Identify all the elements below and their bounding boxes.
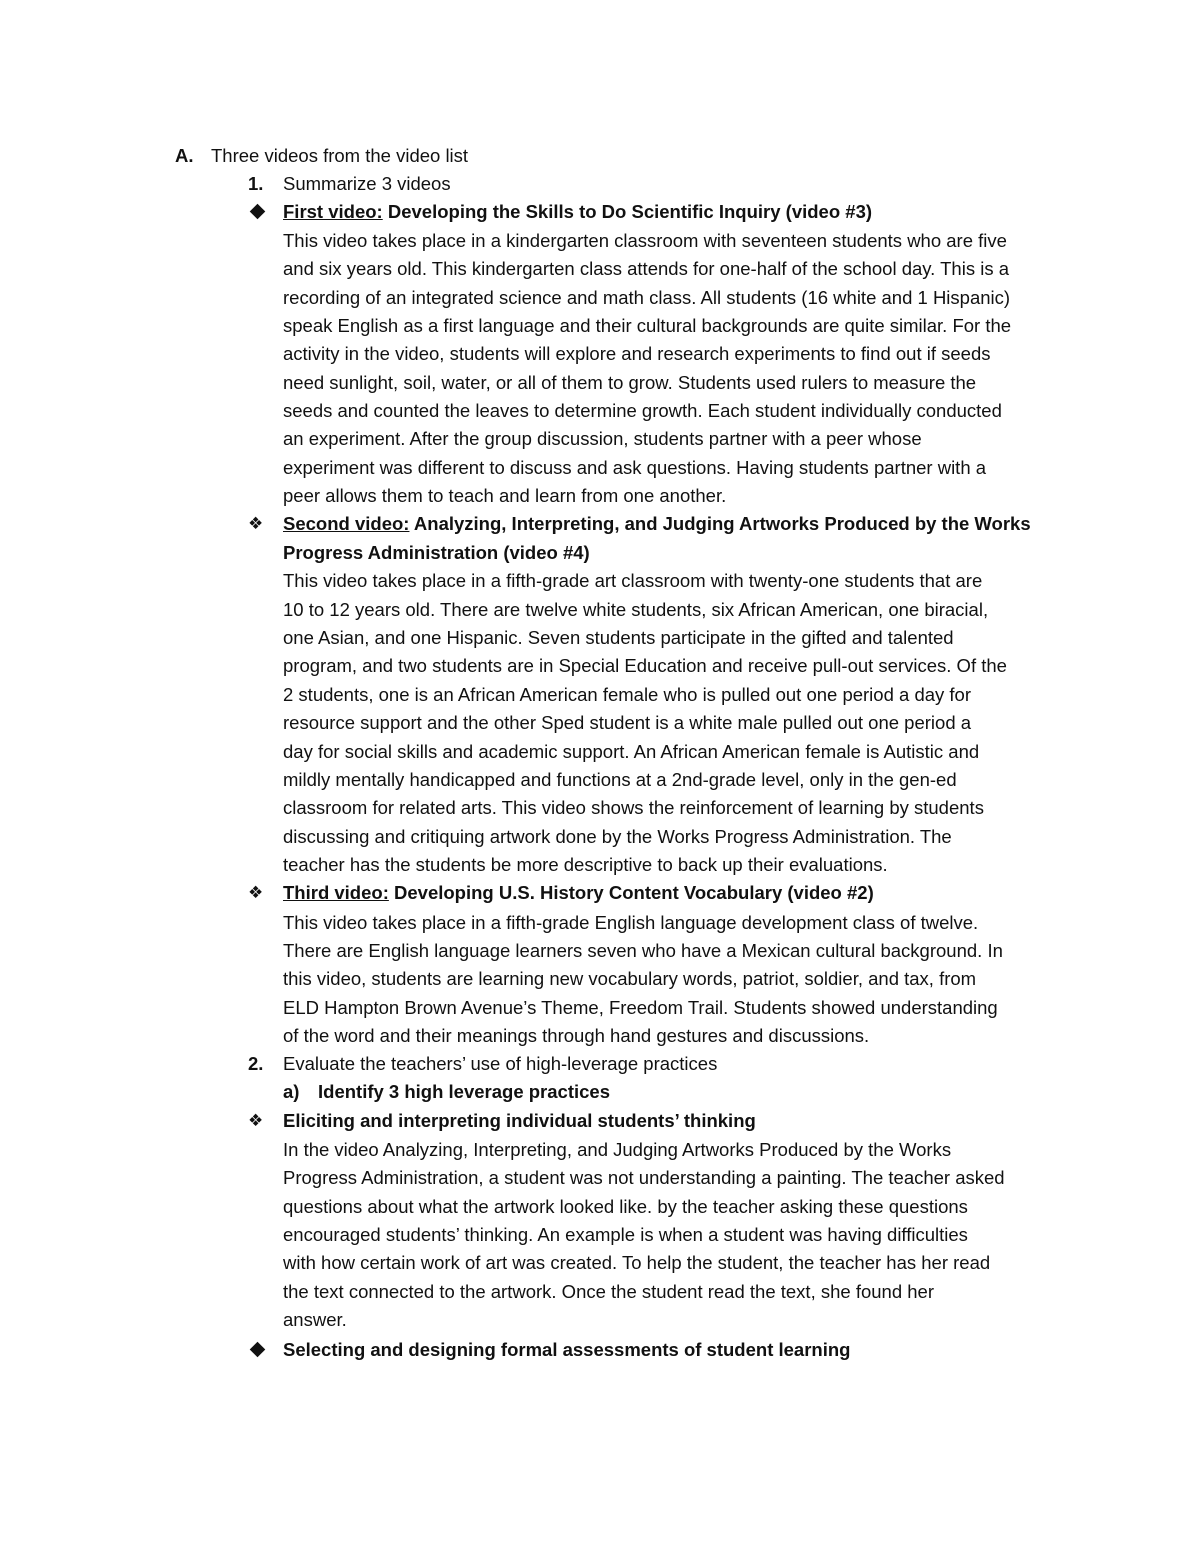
practice-heading: Eliciting and interpreting individual students’ thinking — [283, 1110, 756, 1131]
paragraph-line: this video, students are learning new vocabulary words, patriot, soldier, and tax, from — [283, 968, 977, 989]
paragraph-line: encouraged students’ thinking. An example is when a student was having difficulties — [283, 1224, 968, 1245]
paragraph-line: recording of an integrated science and math class. All students (16 white and 1 Hispanic) — [283, 287, 1011, 308]
paragraph-line: discussing and critiquing artwork done by the Works Progress Administration. The — [283, 826, 952, 847]
video-title: Developing the Skills to Do Scientific Inquiry (video #3) — [382, 201, 873, 222]
video-title-continued: Progress Administration (video #4) — [283, 542, 590, 563]
video-heading — [283, 198, 872, 226]
star-bullet-icon: ❖ — [248, 883, 264, 902]
diamond-bullet-icon — [250, 204, 266, 220]
paragraph-line: Progress Administration, a student was not understanding a painting. The teacher asked — [283, 1167, 1005, 1188]
paragraph-line: teacher has the students be more descriptive to back up their evaluations. — [283, 854, 888, 875]
video-title: Analyzing, Interpreting, and Judging Artworks Produced by the Works — [409, 513, 1031, 534]
list-item-text: Summarize 3 videos — [283, 173, 451, 194]
section-title: Three videos from the video list — [211, 145, 469, 166]
video-title: Developing U.S. History Content Vocabulary (video #2) — [388, 882, 874, 903]
video-heading — [283, 879, 874, 907]
paragraph-line: This video takes place in a fifth-grade art classroom with twenty-one students that are — [283, 570, 983, 591]
paragraph-line: resource support and the other Sped student is a white male pulled out one period a — [283, 712, 972, 733]
list-number: 2. — [248, 1053, 264, 1074]
video-label: First video: — [283, 201, 383, 222]
paragraph-line: experiment was different to discuss and ask questions. Having students partner with a — [283, 457, 987, 478]
list-item-text: Evaluate the teachers’ use of high-leverage practices — [283, 1053, 718, 1074]
video-heading — [283, 510, 1031, 538]
star-bullet-icon: ❖ — [248, 514, 264, 533]
paragraph-line: This video takes place in a kindergarten classroom with seventeen students who are five — [283, 230, 1007, 251]
paragraph-line: answer. — [283, 1309, 347, 1330]
paragraph-line: program, and two students are in Special Education and receive pull-out services. Of the — [283, 655, 1007, 676]
paragraph-line: speak English as a first language and their cultural backgrounds are quite similar. For the — [283, 315, 1012, 336]
paragraph-line: one Asian, and one Hispanic. Seven students participate in the gifted and talented — [283, 627, 954, 648]
paragraph-line: seeds and counted the leaves to determine growth. Each student individually conducted — [283, 400, 1002, 421]
section-marker: A. — [175, 145, 194, 166]
paragraph-line: questions about what the artwork looked like. by the teacher asking these questions — [283, 1196, 968, 1217]
paragraph-line: There are English language learners seven who have a Mexican cultural background. In — [283, 940, 1003, 961]
diamond-bullet-icon — [250, 1342, 266, 1358]
paragraph-line: the text connected to the artwork. Once the student read the text, she found her — [283, 1281, 934, 1302]
paragraph-line: classroom for related arts. This video shows the reinforcement of learning by students — [283, 797, 984, 818]
list-number: 1. — [248, 173, 264, 194]
paragraph-line: This video takes place in a fifth-grade English language development class of twelve. — [283, 912, 979, 933]
paragraph-line: with how certain work of art was created. To help the student, the teacher has her read — [283, 1252, 991, 1273]
paragraph-line: 2 students, one is an African American female who is pulled out one period a day for — [283, 684, 971, 705]
paragraph-line: In the video Analyzing, Interpreting, and Judging Artworks Produced by the Works — [283, 1139, 952, 1160]
paragraph-line: of the word and their meanings through hand gestures and discussions. — [283, 1025, 870, 1046]
paragraph-line: mildly mentally handicapped and functions at a 2nd-grade level, only in the gen-ed — [283, 769, 957, 790]
paragraph-line: 10 to 12 years old. There are twelve white students, six African American, one biracial, — [283, 599, 989, 620]
paragraph-line: peer allows them to teach and learn from one another. — [283, 485, 727, 506]
sublist-marker: a) — [283, 1081, 300, 1102]
video-label: Third video: — [283, 882, 389, 903]
paragraph-line: and six years old. This kindergarten class attends for one-half of the school day. This is a — [283, 258, 1009, 279]
paragraph-line: activity in the video, students will explore and research experiments to find out if seeds — [283, 343, 991, 364]
star-bullet-icon: ❖ — [248, 1111, 264, 1130]
paragraph-line: day for social skills and academic support. An African American female is Autistic and — [283, 741, 980, 762]
practice-heading: Selecting and designing formal assessments of student learning — [283, 1339, 851, 1360]
paragraph-line: need sunlight, soil, water, or all of them to grow. Students used rulers to measure the — [283, 372, 977, 393]
video-label: Second video: — [283, 513, 410, 534]
paragraph-line: an experiment. After the group discussion, students partner with a peer whose — [283, 428, 922, 449]
paragraph-line: ELD Hampton Brown Avenue’s Theme, Freedom Trail. Students showed understanding — [283, 997, 998, 1018]
sublist-item-text: Identify 3 high leverage practices — [318, 1081, 610, 1102]
